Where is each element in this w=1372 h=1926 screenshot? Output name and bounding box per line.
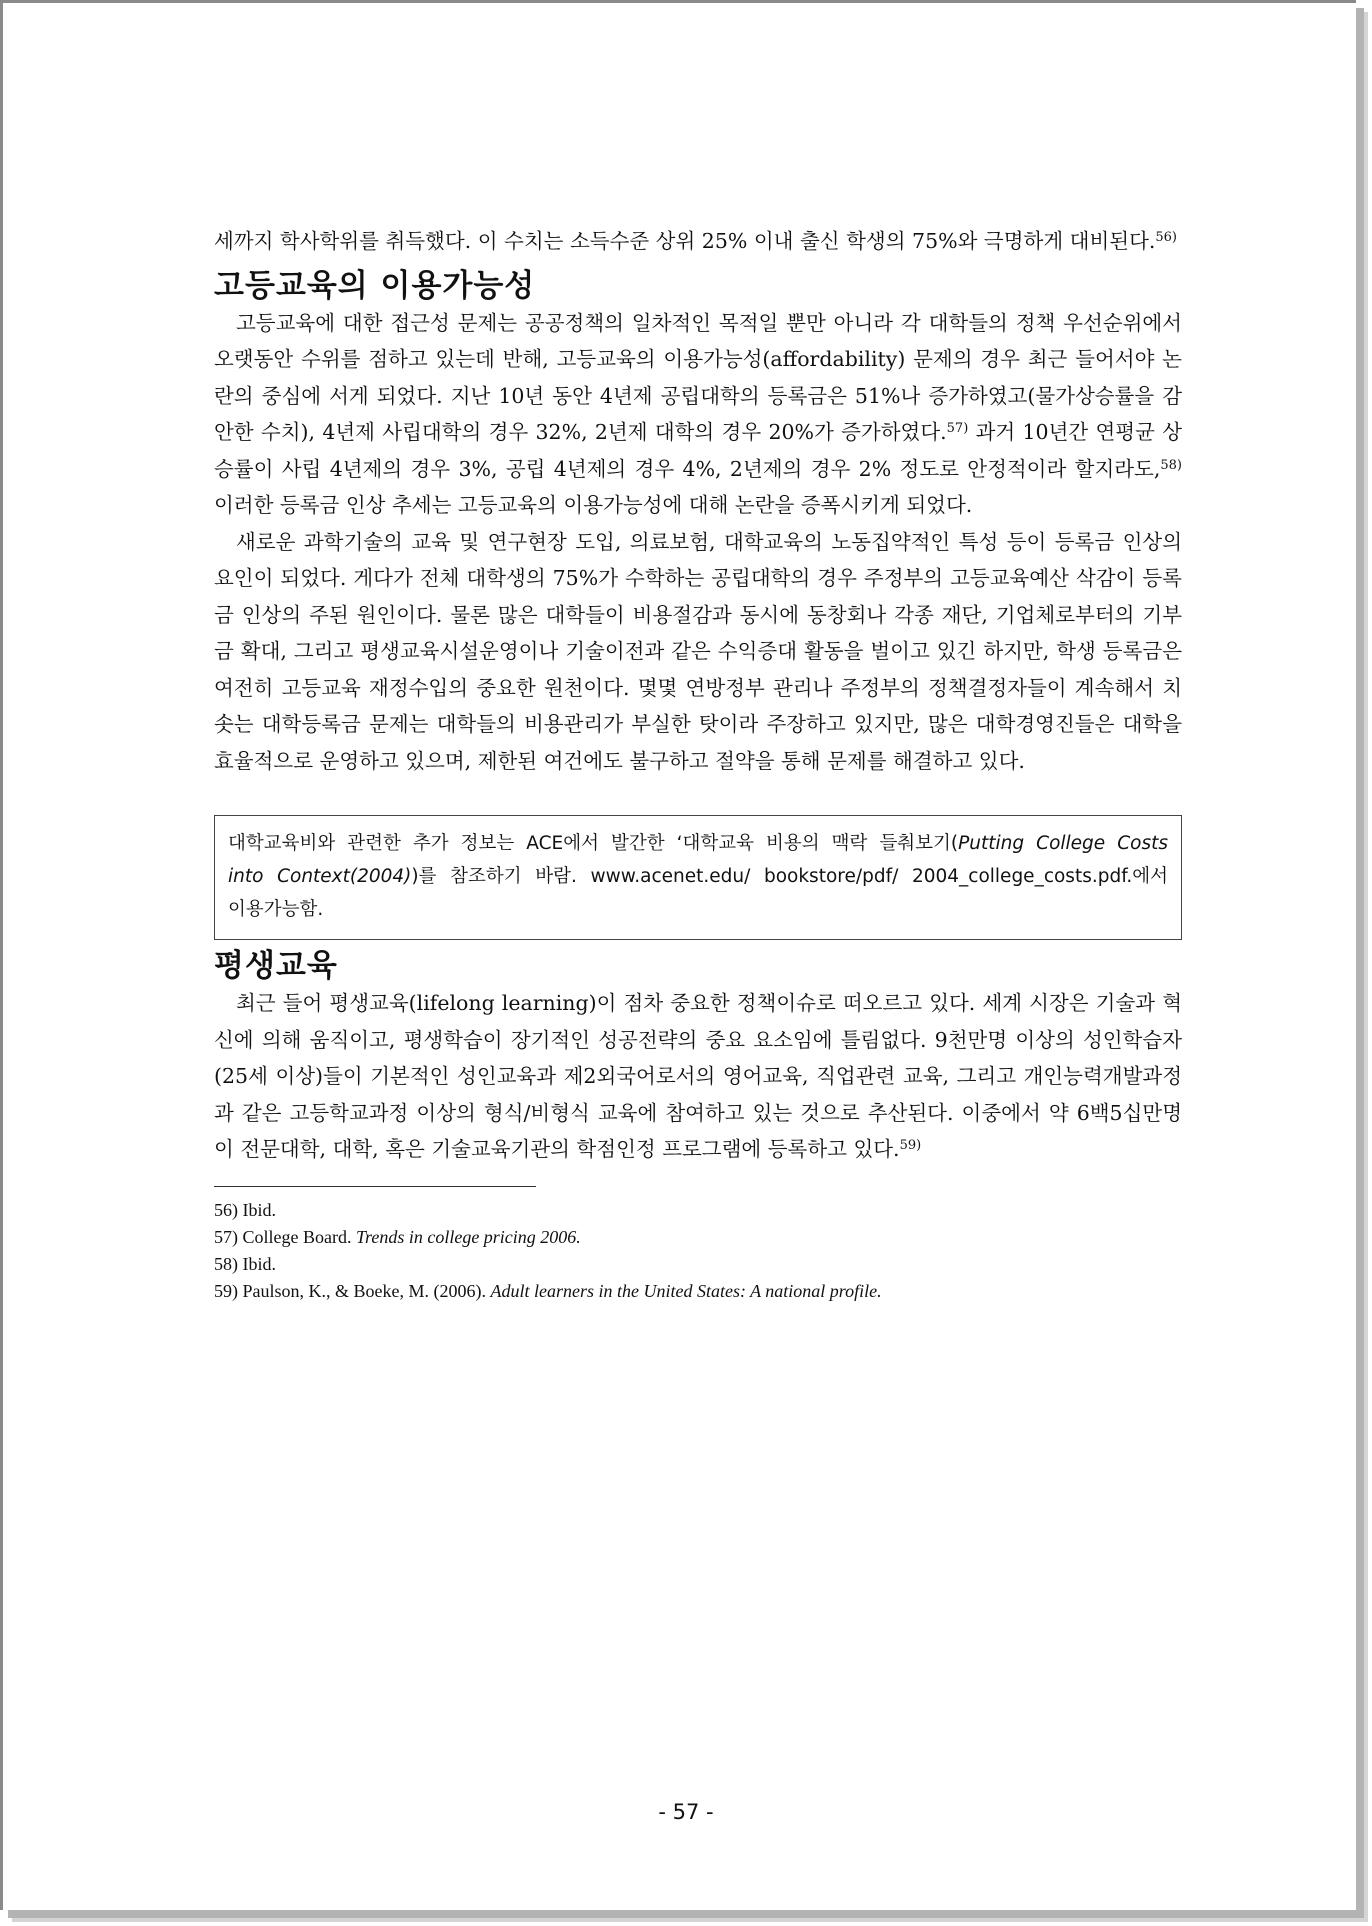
lifelong-text: 최근 들어 평생교육(lifelong learning)이 점차 중요한 정책이슈로 떠오르고 있다. 세계 시장은 기술과 혁신에 의해 움직이고, 평생학습이 장기적인 성공전략의 중요 요소임에 틀림없다. 9천만명 이상의 성인학습자(25세 이상)들이 기본적인 성인교육과 제2외국어로서의 영어교육, 직업관련 교육, 그리고 개인능력개발과정과 같은 고등학교과정 이상의 형식/비형식 교육에 참여하고 있는 것으로 추산된다. 이중에서 약 6백5십만명이 전문대학, 대학, 혹은 기술교육기관의 학점인정 프로그램에 등록하고 있다. [214, 991, 1182, 1161]
lifelong-paragraph [214, 985, 1182, 1168]
footnote-ref-58[interactable]: 58) [1160, 457, 1182, 473]
footnote-59 [214, 1278, 1182, 1305]
footnote-text: Ibid. [242, 1253, 276, 1274]
footnote-ref-59[interactable]: 59) [899, 1138, 922, 1153]
footnotes [214, 1197, 1182, 1305]
footnote-57 [214, 1224, 1182, 1251]
affordability-p1-text-1: 고등교육에 대한 접근성 문제는 공공정책의 일차적인 목적일 뿐만 아니라 각 대학들의 정책 우선순위에서 오랫동안 수위를 점하고 있는데 반해, 고등교육의 이용가능성(affordability) 문제의 경우 최근 들어서야 논란의 중심에 서게 되었다. 지난 10년 동안 4년제 공립대학의 등록금은 51%나 증가하였고(물가상승률을 감안한 수치), 4년제 사립대학의 경우 32%, 2년제 대학의 경우 20%가 증가하였다. [214, 310, 1182, 444]
note-text-2: )를 참조하기 바람. www.acenet.edu/ bookstore/pdf/ 2004_college_costs.pdf.에서 이용가능함. [228, 866, 1168, 920]
intro-text: 세까지 학사학위를 취득했다. 이 수치는 소득수준 상위 25% 이내 출신 학생의 75%와 극명하게 대비된다. [214, 229, 1156, 253]
footnote-text: Paulson, K., & Boeke, M. (2006). [242, 1280, 491, 1301]
section-heading-lifelong: 평생교육 [214, 948, 338, 984]
footnote-ref-56[interactable]: 56) [1155, 230, 1178, 245]
affordability-paragraph-2: 새로운 과학기술의 교육 및 연구현장 도입, 의료보험, 대학교육의 노동집약적인 특성 등이 등록금 인상의 요인이 되었다. 게다가 전체 대학생의 75%가 수학하는 공립대학의 경우 주정부의 고등교육예산 삭감이 등록금 인상의 주된 원인이다. 물론 많은 대학들이 비용절감과 동시에 동창회나 각종 재단, 기업체로부터의 기부금 확대, 그리고 평생교육시설운영이나 기술이전과 같은 수익증대 활동을 벌이고 있긴 하지만, 학생 등록금은 여전히 고등교육 재정수입의 중요한 원천이다. 몇몇 연방정부 관리나 주정부의 정책결정자들이 계속해서 치솟는 대학등록금 문제는 대학들의 비용관리가 부실한 탓이라 주장하고 있지만, 많은 대학경영진들은 대학을 효율적으로 운영하고 있으며, 제한된 여건에도 불구하고 절약을 통해 문제를 해결하고 있다. [214, 529, 1182, 773]
footnote-number: 57) [214, 1226, 238, 1247]
note-title-italic: Putting College Costs into Context(2004) [228, 833, 1168, 887]
affordability-p1-text-2: 과거 10년간 연평균 상승률이 사립 4년제의 경우 3%, 공립 4년제의 경우 4%, 2년제의 경우 2% 정도로 안정적이라 할지라도, [214, 420, 1182, 481]
footnote-56 [214, 1197, 1182, 1224]
footnote-number: 58) [214, 1253, 238, 1274]
footnote-text: College Board. [242, 1226, 356, 1247]
footnote-text: Ibid. [242, 1199, 276, 1220]
footnote-italic-title: Trends in college pricing 2006. [355, 1226, 581, 1247]
footnote-italic-title: Adult learners in the United States: A national profile. [490, 1280, 882, 1301]
footnote-divider [214, 1186, 536, 1187]
section-heading-affordability: 고등교육의 이용가능성 [214, 267, 536, 304]
footnote-58 [214, 1251, 1182, 1278]
footnote-ref-57[interactable]: 57) [946, 421, 969, 436]
page-content [214, 223, 1182, 1305]
page-number: - 57 - [658, 1800, 714, 1824]
footnote-number: 56) [214, 1199, 238, 1220]
intro-paragraph [214, 223, 1182, 260]
note-text-1: 대학교육비와 관련한 추가 정보는 ACE에서 발간한 ‘대학교육 비용의 맥락 들춰보기( [228, 833, 959, 854]
info-note-box [214, 815, 1182, 940]
affordability-paragraph-1 [214, 305, 1182, 524]
footnote-number: 59) [214, 1280, 238, 1301]
affordability-p1-text-3: 이러한 등록금 인상 추세는 고등교육의 이용가능성에 대해 논란을 증폭시키게 되었다. [214, 493, 973, 517]
